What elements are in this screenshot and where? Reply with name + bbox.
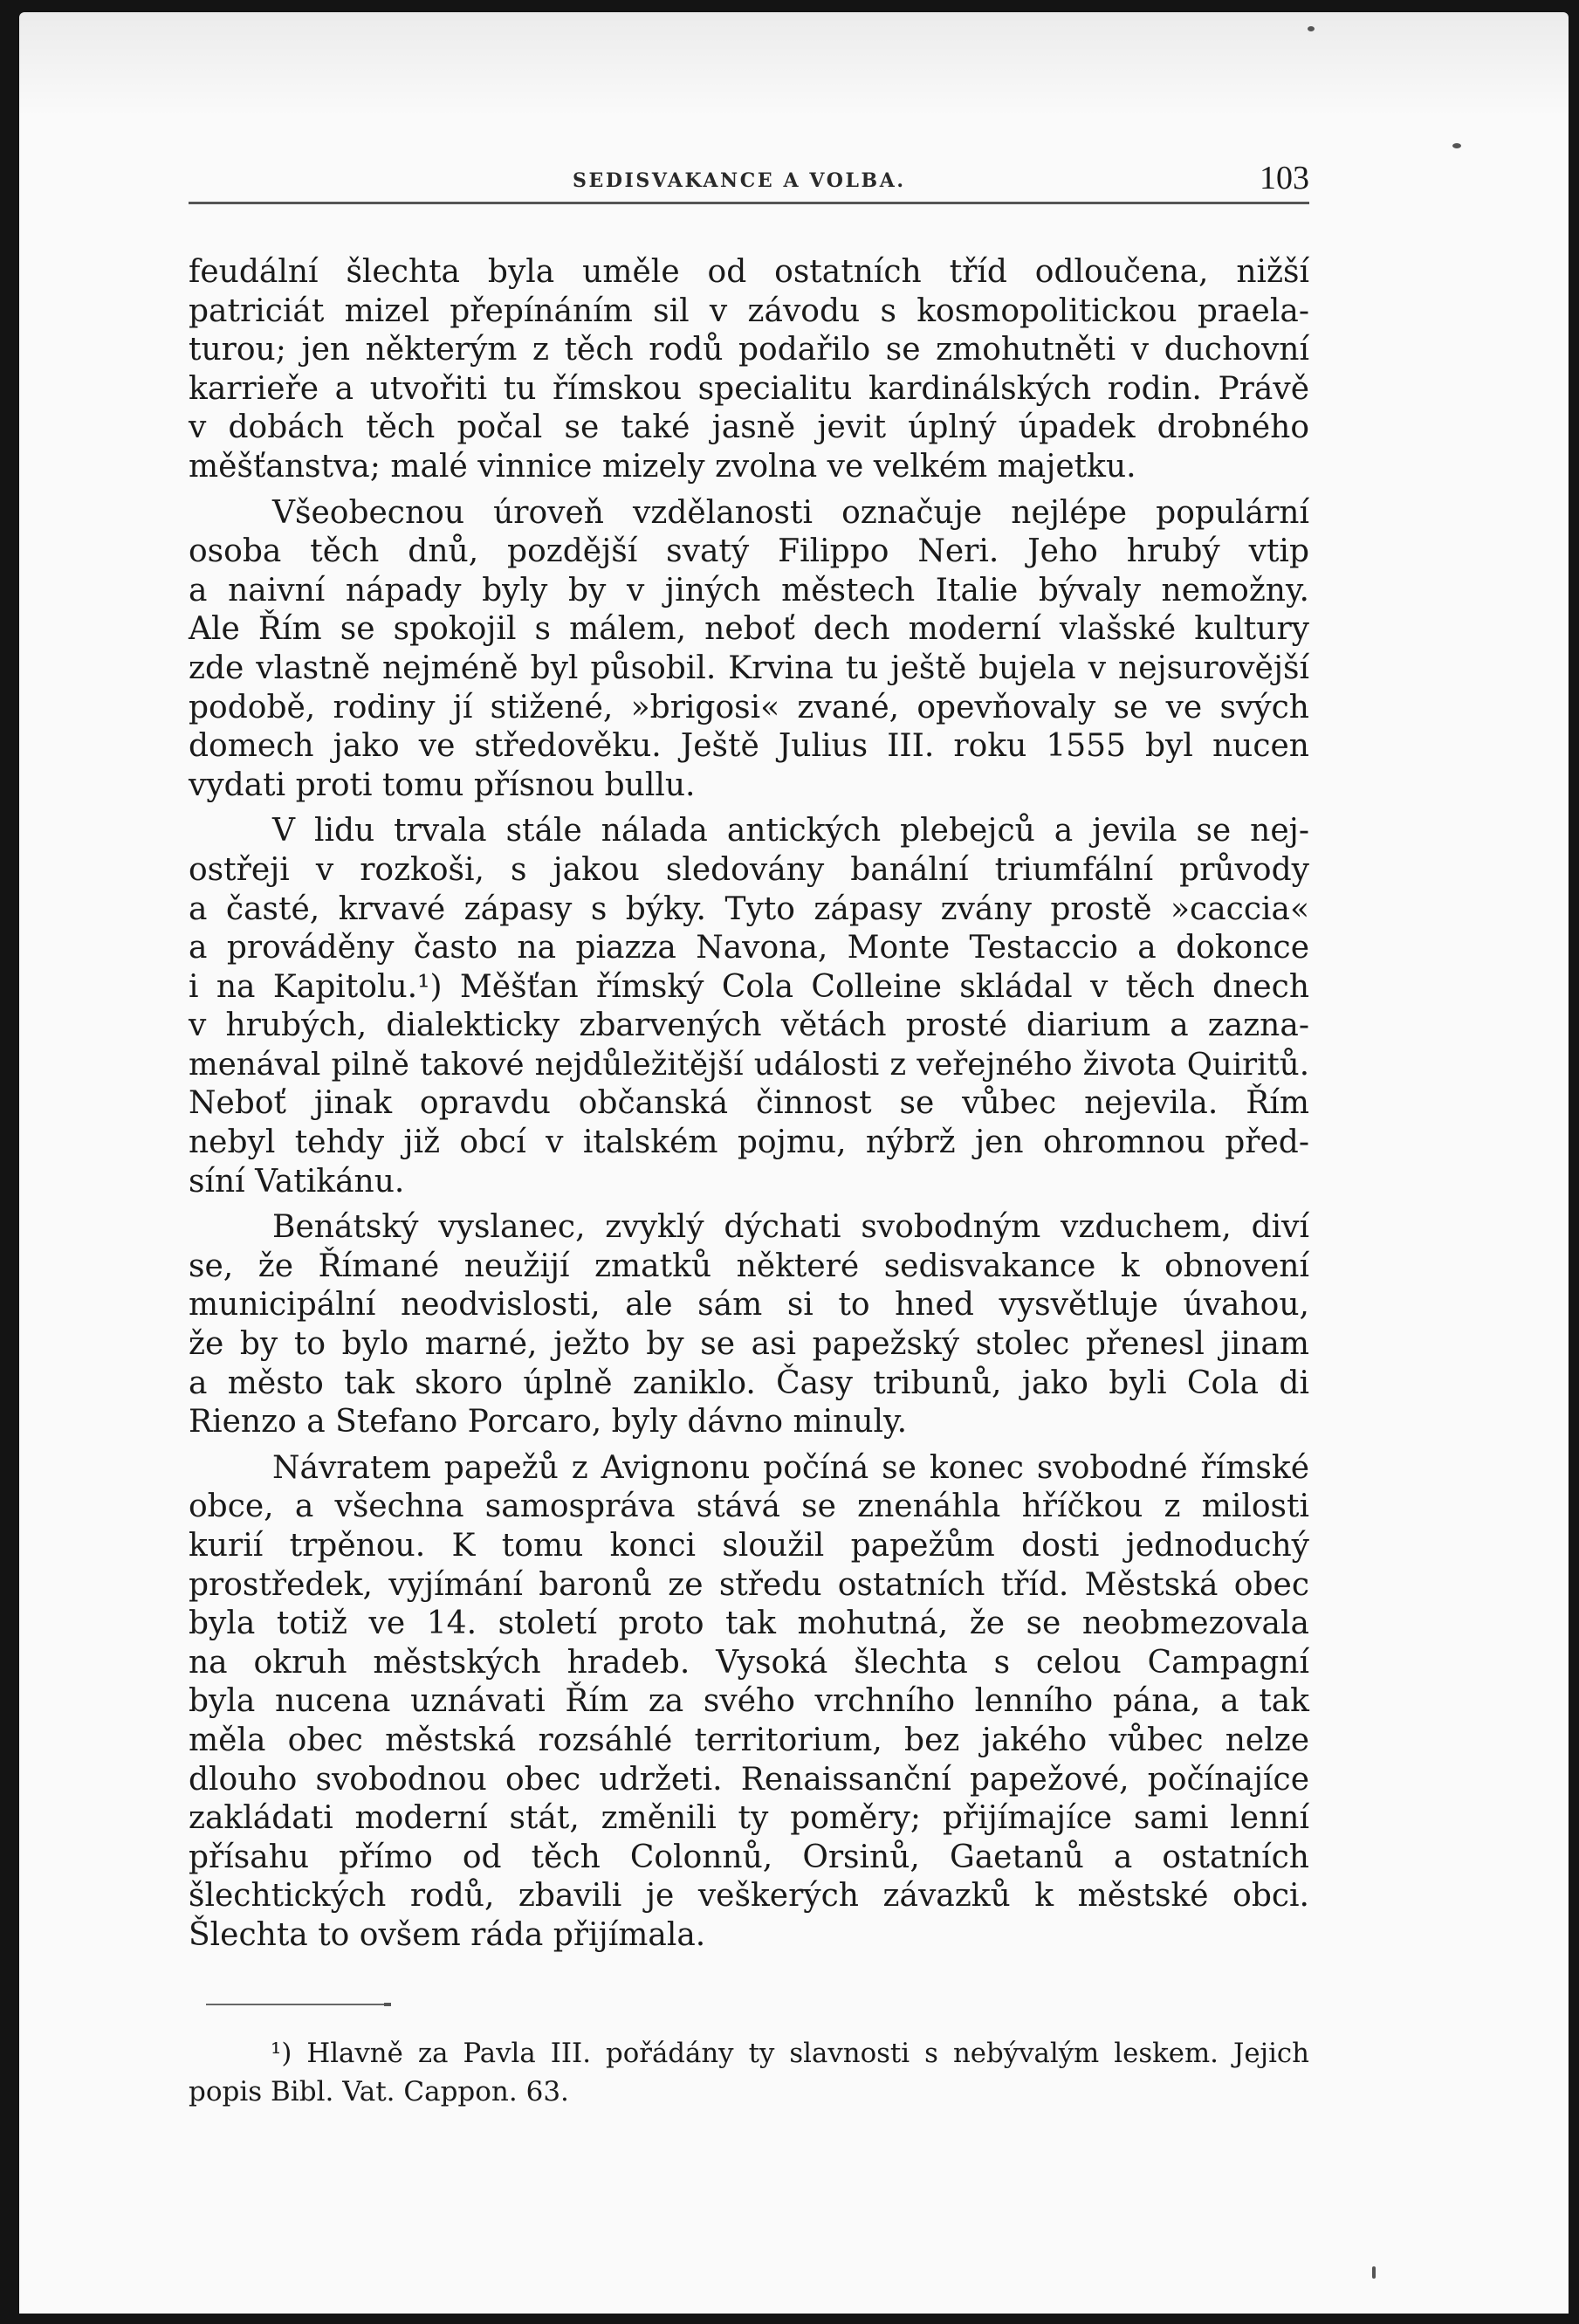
text-line: turou; jen některým z těch rodů podařilo se zmohutněti v duchovní bbox=[189, 332, 1309, 368]
text-line: Neboť jinak opravdu občanská činnost se vůbec nejevila. Řím bbox=[189, 1085, 1309, 1122]
text-line: podobě, rodiny jí stižené, »brigosi« zvané, opevňovaly se ve svých bbox=[189, 689, 1309, 725]
text-line: měla obec městská rozsáhlé territorium, bez jakého vůbec nelze bbox=[189, 1722, 1309, 1758]
text-line: ostřeji v rozkoši, s jakou sledovány banální triumfální průvody bbox=[189, 851, 1309, 888]
text-line: Rienzo a Stefano Porcaro, byly dávno minuly. bbox=[189, 1404, 908, 1440]
footnote bbox=[189, 2034, 1309, 2111]
text-line: přísahu přímo od těch Colonnů, Orsinů, Gaetanů a ostatních bbox=[189, 1839, 1309, 1875]
scan-speck bbox=[1372, 2266, 1376, 2279]
text-line: Šlechta to ovšem ráda přijímala. bbox=[189, 1916, 706, 1953]
text-line: šlechtických rodů, zbavili je veškerých závazků k městské obci. bbox=[189, 1878, 1309, 1915]
text-line: měšťanstva; malé vinnice mizely zvolna ve velkém majetku. bbox=[189, 448, 1136, 485]
body-text bbox=[189, 253, 1309, 1963]
text-line: v hrubých, dialekticky zbarvených větách prosté diarium a zazna- bbox=[189, 1007, 1309, 1044]
text-line: a město tak skoro úplně zaniklo. Časy tribunů, jako byli Cola di bbox=[189, 1365, 1309, 1401]
text-line: karrieře a utvořiti tu římskou specialitu kardinálských rodin. Právě bbox=[189, 370, 1309, 407]
text-line: Ale Řím se spokojil s málem, neboť dech moderní vlašské kultury bbox=[189, 611, 1309, 648]
text-line: síní Vatikánu. bbox=[189, 1163, 405, 1200]
running-head bbox=[189, 157, 1309, 196]
text-line: zde vlastně nejméně byl působil. Krvina tu ještě bujela v nejsurovější bbox=[189, 650, 1309, 686]
text-line: patriciát mizel přepínáním sil v závodu s kosmopolitickou praela- bbox=[189, 292, 1309, 329]
scan-speck bbox=[1308, 26, 1315, 31]
text-line: a prováděny často na piazza Navona, Monte Testaccio a dokonce bbox=[189, 930, 1309, 966]
text-line: Benátský vyslanec, zvyklý dýchati svobodným vzduchem, diví bbox=[272, 1209, 1309, 1246]
text-line: na okruh městských hradeb. Vysoká šlechta s celou Campagní bbox=[189, 1644, 1309, 1681]
footnote-rule-mark bbox=[384, 2003, 391, 2006]
text-line: kurií trpěnou. K tomu konci sloužil papežům dosti jednoduchý bbox=[189, 1528, 1309, 1564]
text-line: Návratem papežů z Avignonu počíná se konec svobodné římské bbox=[272, 1449, 1309, 1486]
text-line: vydati proti tomu přísnou bullu. bbox=[189, 767, 696, 803]
paragraph bbox=[189, 812, 1309, 1201]
text-line: domech jako ve středověku. Ještě Julius III. roku 1555 byl nucen bbox=[189, 728, 1309, 765]
text-line: nebyl tehdy již obcí v italském pojmu, nýbrž jen ohromnou před- bbox=[189, 1124, 1309, 1161]
text-line: a časté, krvavé zápasy s býky. Tyto zápasy zvány prostě »caccia« bbox=[189, 890, 1309, 927]
text-line: obce, a všechna samospráva stává se znenáhla hříčkou z milosti bbox=[189, 1489, 1309, 1525]
paragraph bbox=[189, 253, 1309, 487]
text-line: a naivní nápady byly by v jiných městech Italie bývaly nemožny. bbox=[189, 572, 1309, 609]
text-line: byla totiž ve 14. století proto tak mohutná, že se neobmezovala bbox=[189, 1605, 1309, 1642]
text-line: menával pilně takové nejdůležitější události z veřejného života Quiritů. bbox=[189, 1046, 1309, 1083]
text-line: i na Kapitolu.¹) Měšťan římský Cola Colleine skládal v těch dnech bbox=[189, 968, 1309, 1005]
footnote-line: popis Bibl. Vat. Cappon. 63. bbox=[189, 2076, 569, 2107]
header-rule bbox=[189, 202, 1309, 204]
page-number: 103 bbox=[1260, 160, 1309, 196]
text-line: se, že Římané neužijí zmatků některé sedisvakance k obnovení bbox=[189, 1248, 1309, 1284]
book-page bbox=[19, 12, 1569, 2314]
scan-speck bbox=[1452, 143, 1461, 148]
paragraph bbox=[189, 494, 1309, 806]
text-line: dlouho svobodnou obec udržeti. Renaissanční papežové, počínajíce bbox=[189, 1761, 1309, 1798]
text-line: municipální neodvislosti, ale sám si to hned vysvětluje úvahou, bbox=[189, 1287, 1309, 1324]
running-title: SEDISVAKANCE A VOLBA. bbox=[573, 169, 906, 192]
text-line: že by to bylo marné, ježto by se asi papežský stolec přenesl jinam bbox=[189, 1326, 1309, 1363]
paragraph bbox=[189, 1208, 1309, 1442]
text-line: osoba těch dnů, pozdější svatý Filippo Neri. Jeho hrubý vtip bbox=[189, 533, 1309, 570]
text-line: feudální šlechta byla uměle od ostatních tříd odloučena, nižší bbox=[189, 254, 1309, 290]
text-line: v dobách těch počal se také jasně jevit úplný úpadek drobného bbox=[189, 409, 1309, 446]
text-line: zakládati moderní stát, změnili ty poměry; přijímajíce sami lenní bbox=[189, 1800, 1309, 1837]
text-line: V lidu trvala stále nálada antických plebejců a jevila se nej- bbox=[272, 813, 1309, 849]
footnote-line: ¹) Hlavně za Pavla III. pořádány ty slavnosti s nebývalým leskem. Jejich bbox=[271, 2038, 1309, 2069]
text-line: byla nucena uznávati Řím za svého vrchního lenního pána, a tak bbox=[189, 1683, 1309, 1720]
paragraph bbox=[189, 1449, 1309, 1956]
footnote-rule bbox=[206, 2004, 389, 2005]
text-line: Všeobecnou úroveň vzdělanosti označuje nejlépe populární bbox=[272, 494, 1309, 531]
text-line: prostředek, vyjímání baronů ze středu ostatních tříd. Městská obec bbox=[189, 1566, 1309, 1603]
